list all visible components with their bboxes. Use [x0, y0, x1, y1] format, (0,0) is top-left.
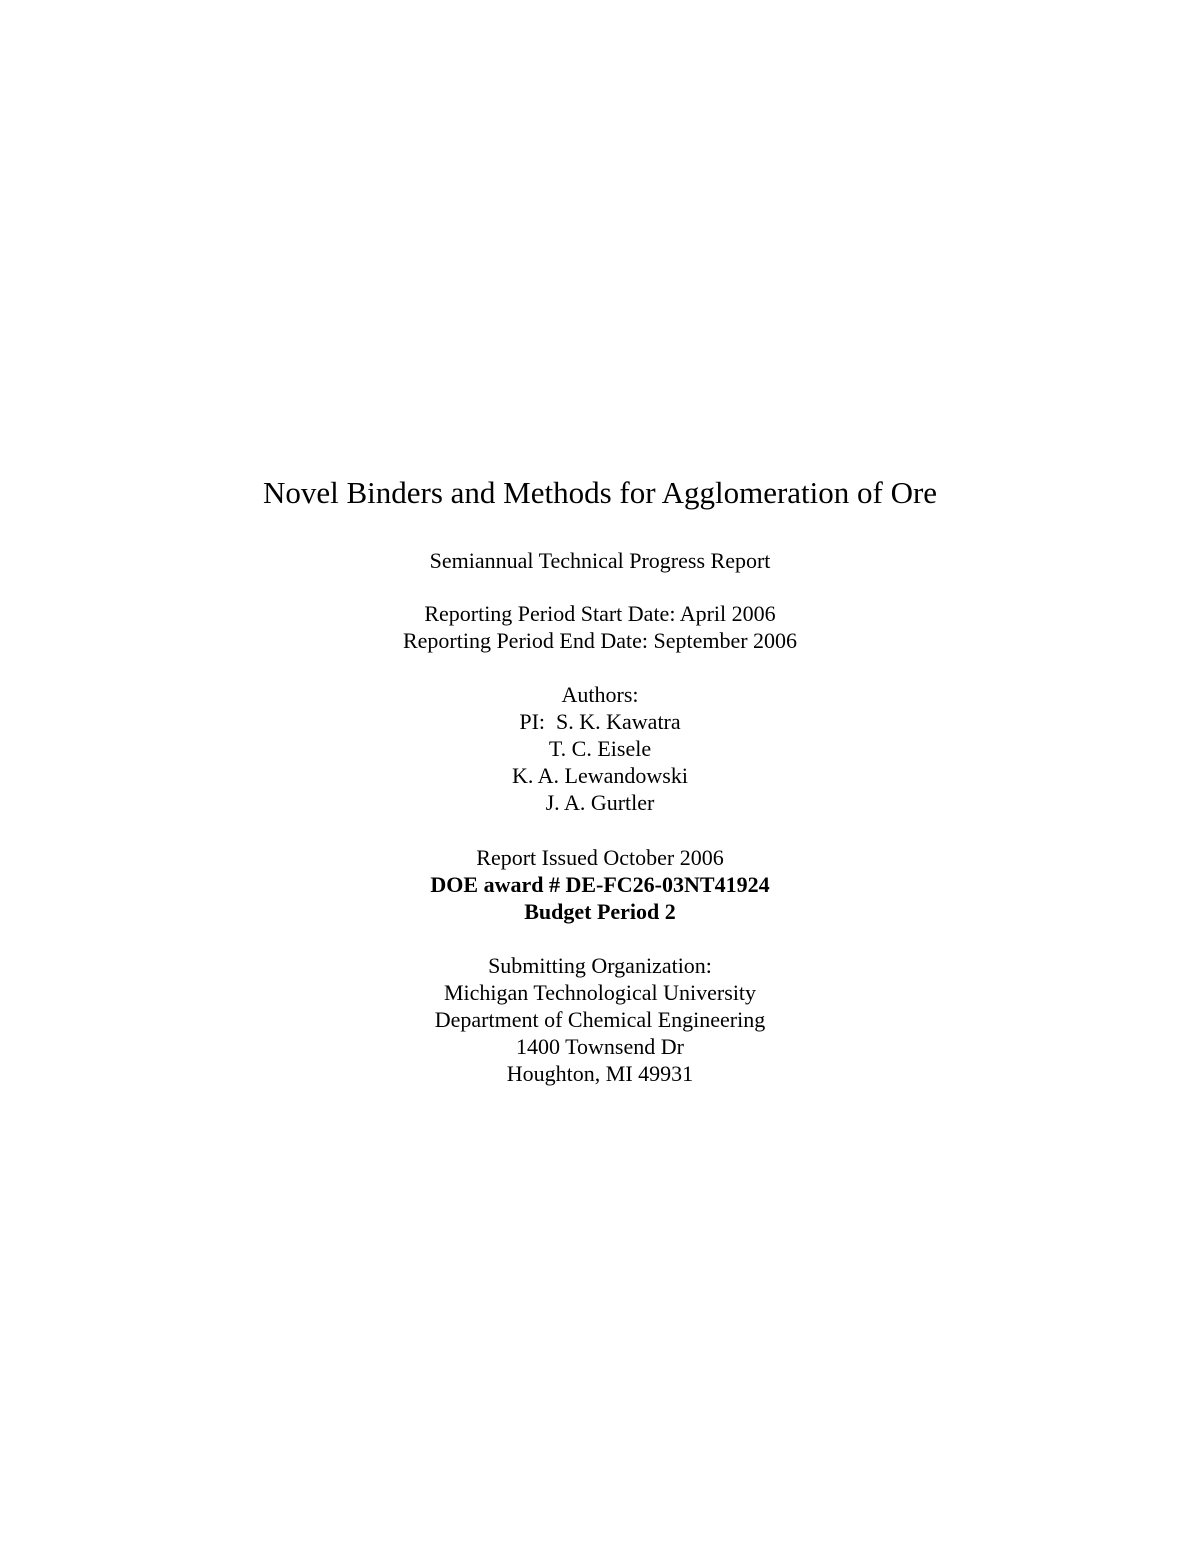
report-issued-date: Report Issued October 2006: [476, 845, 724, 870]
organization-department: Department of Chemical Engineering: [434, 1007, 766, 1032]
author-2: T. C. Eisele: [548, 736, 652, 761]
author-4: J. A. Gurtler: [545, 790, 655, 815]
author-3: K. A. Lewandowski: [512, 763, 688, 788]
reporting-period-start: Reporting Period Start Date: April 2006: [424, 601, 776, 626]
author-pi: PI: S. K. Kawatra: [519, 709, 681, 734]
report-type: Semiannual Technical Progress Report: [429, 548, 771, 573]
budget-period: Budget Period 2: [524, 899, 676, 924]
doe-award-number: DOE award # DE-FC26-03NT41924: [430, 872, 770, 897]
document-title: Novel Binders and Methods for Agglomeration of Ore: [262, 475, 938, 510]
reporting-period-end: Reporting Period End Date: September 2006: [402, 628, 798, 653]
organization-heading: Submitting Organization:: [488, 953, 712, 978]
authors-heading: Authors:: [561, 682, 639, 707]
organization-street: 1400 Townsend Dr: [516, 1034, 684, 1059]
organization-city: Houghton, MI 49931: [506, 1061, 694, 1086]
organization-name: Michigan Technological University: [443, 980, 757, 1005]
